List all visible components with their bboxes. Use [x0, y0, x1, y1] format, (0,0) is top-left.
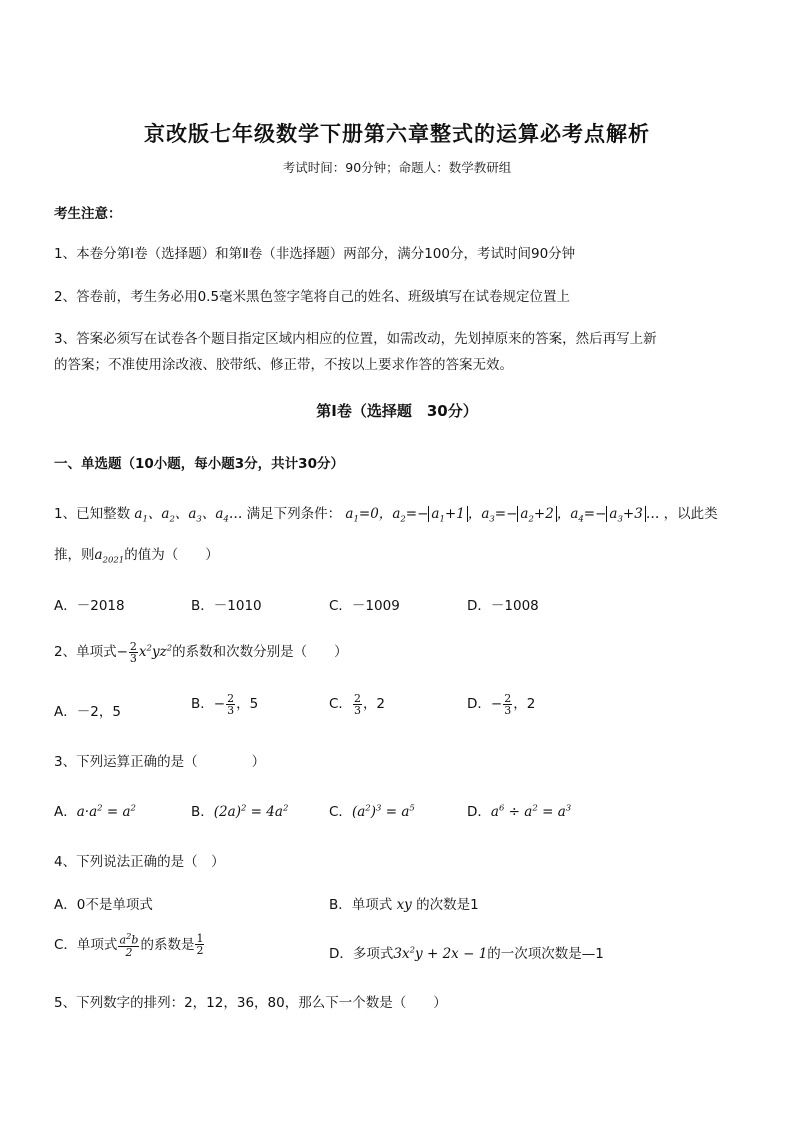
question-5: 5、下列数字的排列：2，12，36，80，那么下一个数是（ ） — [54, 995, 447, 1011]
q4-option-b: B．单项式 xy 的次数是1 — [329, 897, 479, 913]
q3-option-a: A．$a\cdot a^2 = a^2$ — [54, 803, 136, 820]
notice-item-3: 3、答案必须写在试卷各个题目指定区域内相应的位置，如需改动，先划掉原来的答案，然后再写上新 — [54, 331, 657, 347]
q1-option-a: A．－2018 — [54, 598, 125, 614]
part-title: 一、单选题（10小题，每小题3分，共计30分） — [54, 456, 344, 472]
q1-option-d: D．－1008 — [467, 598, 539, 614]
q4-option-c: C．单项式 $\frac{a^2b}{2}$ 的系数是 $\frac{1}{2}$ — [54, 932, 204, 959]
notice-item-3-cont: 的答案；不准使用涂改液、胶带纸、修正带，不按以上要求作答的答案无效。 — [54, 357, 513, 373]
q4-option-a: A．0不是单项式 — [54, 897, 153, 913]
q2-prefix: 2、单项式 — [54, 644, 117, 660]
q1-option-b: B．－1010 — [191, 598, 262, 614]
q1-mid: 满足下列条件： — [246, 506, 342, 522]
question-2: 2、单项式− $\frac{2}{3}$ $x^2yz^2$的系数和次数分别是（ ） — [54, 639, 348, 665]
question-3: 3、下列运算正确的是（ ） — [54, 754, 266, 770]
section-title: 第Ⅰ卷（选择题 30分） — [316, 402, 478, 420]
q2-option-a: A．－2，5 — [54, 704, 121, 720]
question-1-line-1 — [54, 502, 718, 525]
q4-option-d: D．多项式$3x^2y + 2x - 1$的一次项次数是—1 — [329, 945, 604, 962]
q2-option-b: B．− $\frac{2}{3}$ ，5 — [191, 691, 259, 717]
q1-line2-b: 的值为（ ） — [124, 547, 219, 563]
notice-item-1: 1、本卷分第Ⅰ卷（选择题）和第Ⅱ卷（非选择题）两部分，满分100分，考试时间90分钟 — [54, 246, 576, 262]
question-1-line-2 — [54, 543, 219, 566]
q1-line2-a: 推，则 — [54, 547, 95, 563]
notice-item-2: 2、答卷前，考生务必用0.5毫米黑色签字笔将自己的姓名、班级填写在试卷规定位置上 — [54, 289, 571, 305]
q1-prefix: 1、已知整数 — [54, 506, 131, 522]
question-4: 4、下列说法正确的是（ ） — [54, 854, 225, 870]
q3-option-d: D．$a^6 \div a^2 = a^3$ — [467, 803, 572, 820]
q2-fraction: $\frac{2}{3}$ — [129, 639, 137, 665]
q1-tail: ，以此类 — [663, 506, 718, 522]
q3-option-b: B．$(2a)^2 = 4a^2$ — [191, 803, 289, 820]
notice-heading: 考生注意： — [54, 206, 122, 222]
document-title: 京改版七年级数学下册第六章整式的运算必考点解析 — [144, 121, 650, 146]
q1-target: $a_{2021}$ — [94, 547, 125, 566]
q1-option-c: C．－1009 — [329, 598, 400, 614]
q2-suffix: 的系数和次数分别是（ ） — [172, 644, 348, 660]
q1-variables: $a_1$、$a_2$、$a_3$、$a_4\dots$ — [134, 506, 243, 525]
q3-option-c: C．$(a^2)^3 = a^5$ — [329, 803, 415, 820]
q2-option-d: D．− $\frac{2}{3}$ ，2 — [467, 691, 536, 717]
q1-conditions: $a_1=0$，$a_2=- a_1+1$ ，$a_3=- a_2+2$ ，$a_4=- a_3+3$ … — [345, 506, 660, 525]
q2-option-c: C． $\frac{2}{3}$ ，2 — [329, 691, 386, 717]
document-subtitle: 考试时间：90分钟；命题人：数学教研组 — [282, 160, 512, 175]
